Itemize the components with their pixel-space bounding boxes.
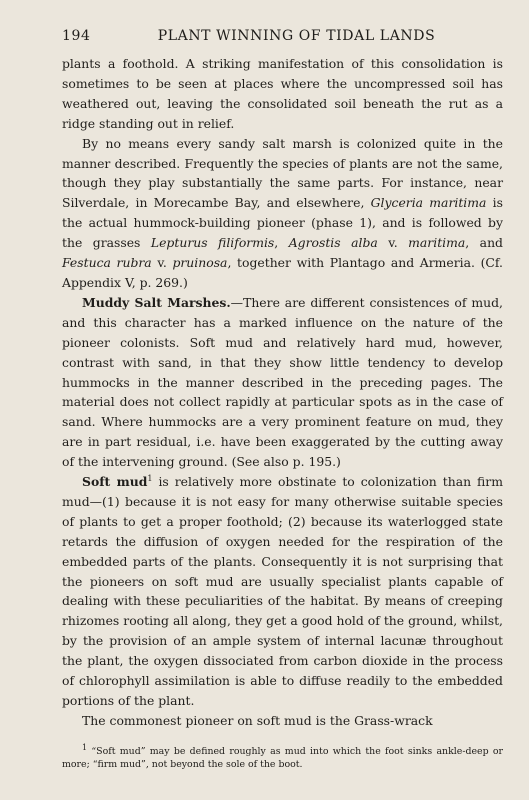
section-heading: Soft mud	[82, 474, 148, 490]
body-text	[62, 54, 503, 731]
footnote-text: “Soft mud” may be defined roughly as mud into which the foot sinks ankle-deep or more; “firm mud”, not beyond the sole of the boot.	[62, 745, 503, 770]
page-number: 194	[62, 28, 91, 44]
paragraph-1: plants a foothold. A striking manifestation of this consolidation is sometimes to be seen at places where the uncompressed soil has weathered out, leaving the consolidated soil beneath the rut as a ridge standing out in relief.	[62, 56, 503, 131]
species-name: Lepturus filiformis	[150, 235, 275, 251]
running-head	[62, 28, 503, 44]
paragraph-5: The commonest pioneer on soft mud is the Grass-wrack	[82, 712, 433, 728]
species-name: Glyceria maritima	[370, 195, 487, 211]
variety-name: maritima	[408, 235, 466, 251]
species-name: Festuca rubra	[62, 255, 152, 271]
running-title: PLANT WINNING OF TIDAL LANDS	[157, 28, 436, 44]
paragraph-4: Soft mud$^1$ is relatively more obstinate to colonization than firm mud—(1) because it is not easy for many otherwise suitable species of plants to get a proper foothold; (2) because its waterlogged state retards the diffusion of oxygen needed for the respiration of the embedded parts of the plants. Consequently it is not surprising that the pioneers on soft mud are usually specialist plants capable of dealing with these peculiarities of the habitat. By means of creeping rhizomes rooting all along, they get a good hold of the ground, whilst, by the provision of an ample system of internal lacunæ throughout the plant, the oxygen dissociated from carbon dioxide in the process of chlorophyll assimilation is able to diffuse readily to the embedded portions of the plant.	[62, 473, 503, 708]
variety-name: pruinosa	[172, 255, 228, 271]
footnote	[62, 742, 503, 771]
footnote-marker: 1	[82, 742, 88, 752]
species-name: Agrostis alba	[288, 235, 378, 251]
footnote-ref: 1	[147, 473, 153, 483]
paragraph-2: By no means every sandy salt marsh is colonized quite in the manner described. Frequently the species of plants are not the same, though they play substantially the same parts. For instance, near Silverdale, in Morecambe Bay, and elsewhere, Glyceria maritima is the actual hummock-building pioneer (phase 1), and is followed by the grasses Lepturus filiformis, Agrostis alba v. maritima, and Festuca rubra v. pruinosa, together with Plantago and Armeria. (Cf. Appendix V, p. 269.)	[62, 135, 503, 290]
section-heading: Muddy Salt Marshes.	[82, 294, 231, 310]
paragraph-3: Muddy Salt Marshes.—There are different consistences of mud, and this character has a marked influence on the nature of the pioneer colonists. Soft mud and relatively hard mud, however, contrast with sand, in that they show little tendency to develop hummocks in the manner described in the preceding pages. The material does not collect rapidly at particular spots as in the case of sand. Where hummocks are a very prominent feature on mud, they are in part residual, i.e. have been exaggerated by the cutting away of the intervening ground. (See also p. 195.)	[62, 294, 503, 470]
